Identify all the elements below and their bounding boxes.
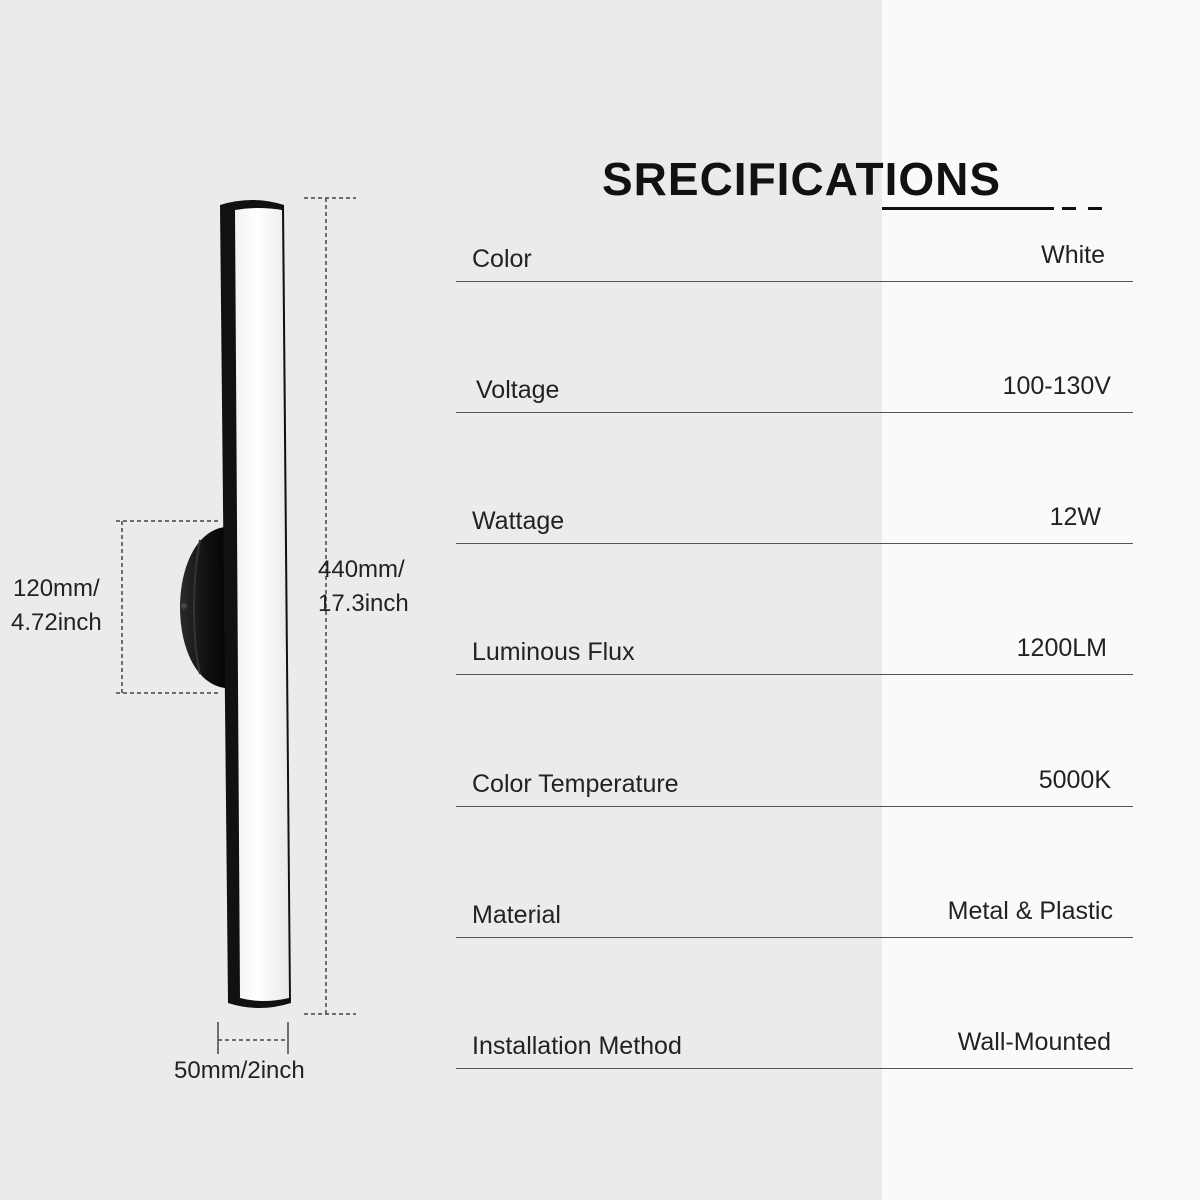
height-dimension-mm: 440mm/ — [318, 556, 405, 583]
width-dimension-label: 50mm/2inch — [174, 1057, 305, 1084]
spec-row-voltage — [456, 373, 1133, 413]
title-underline-dash — [1088, 207, 1102, 210]
spec-row-material — [456, 898, 1133, 938]
spec-divider — [456, 1068, 1133, 1069]
mount-dimension-inch: 4.72inch — [11, 609, 102, 636]
spec-label: Installation Method — [472, 1032, 682, 1060]
spec-row-color-temperature — [456, 767, 1133, 807]
spec-row-wattage — [456, 504, 1133, 544]
spec-divider — [456, 543, 1133, 544]
spec-divider — [456, 281, 1133, 282]
page-title: SRECIFICATIONS — [602, 153, 1002, 205]
spec-divider — [456, 937, 1133, 938]
spec-value: 12W — [1049, 503, 1101, 531]
spec-label: Color — [472, 245, 532, 273]
spec-label: Wattage — [472, 507, 565, 535]
spec-row-color — [456, 242, 1133, 282]
spec-label: Color Temperature — [472, 770, 679, 798]
spec-row-installation-method — [456, 1029, 1133, 1069]
spec-row-luminous-flux — [456, 635, 1133, 675]
spec-divider — [456, 674, 1133, 675]
mount-dimension-label — [11, 572, 102, 640]
spec-value: 100-130V — [1002, 372, 1111, 400]
spec-value: 1200LM — [1016, 634, 1107, 662]
spec-value: Metal & Plastic — [947, 897, 1113, 925]
spec-divider — [456, 412, 1133, 413]
light-tube — [220, 200, 291, 1008]
spec-value: White — [1041, 241, 1105, 269]
spec-label: Luminous Flux — [472, 638, 635, 666]
spec-label: Voltage — [476, 376, 560, 404]
spec-label: Material — [472, 901, 561, 929]
spec-divider — [456, 806, 1133, 807]
spec-value: 5000K — [1038, 766, 1111, 794]
mount-dimension-mm: 120mm/ — [13, 575, 100, 602]
height-dimension-label — [318, 553, 409, 621]
title-underline-dash — [1062, 207, 1076, 210]
height-dimension-inch: 17.3inch — [318, 590, 409, 617]
width-dimension-line — [218, 1022, 288, 1054]
title-underline — [882, 207, 1054, 210]
spec-value: Wall-Mounted — [957, 1028, 1111, 1056]
